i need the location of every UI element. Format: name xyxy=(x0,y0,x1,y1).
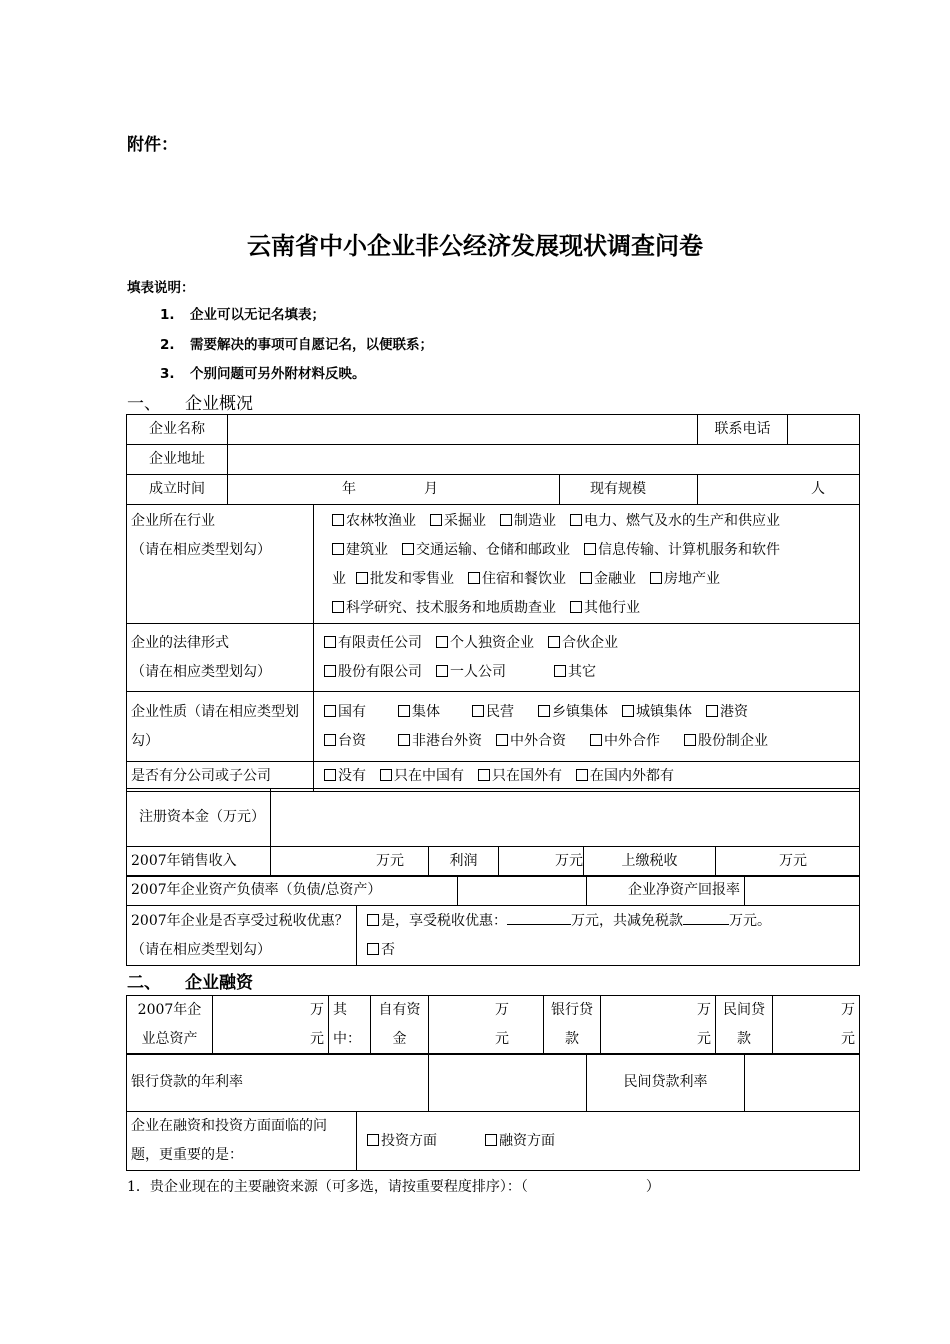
total-assets-label: 2007年企业总资产 xyxy=(127,996,213,1055)
bank-loan-input[interactable]: 万 元 xyxy=(601,996,716,1055)
own-funds-label: 自有资金 xyxy=(371,996,429,1055)
total-assets-input[interactable]: 万 元 xyxy=(213,996,329,1055)
nature-option[interactable]: 中外合作 xyxy=(590,727,660,756)
scale-input[interactable]: 人 xyxy=(698,475,860,505)
financing-table xyxy=(126,995,860,1055)
own-funds-input[interactable]: 万 元 xyxy=(429,996,544,1055)
bank-loan-label: 银行贷款 xyxy=(544,996,601,1055)
branch-option[interactable]: 在国内外都有 xyxy=(576,762,674,791)
industry-options: 农林牧渔业 采掘业 制造业 电力、燃气及水的生产和供应业 建筑业 交通运输、仓储和邮政业 信息传输、计算机服务和软件 业 批发和零售业 住宿和餐饮业 金融业 房地产业 科学研究、技术服务和地质勘查业 其他行业 xyxy=(314,505,860,624)
sales-input[interactable]: 万元 xyxy=(271,847,429,877)
legal-option[interactable]: 个人独资企业 xyxy=(436,629,534,658)
founded-input[interactable]: 年 月 xyxy=(228,475,560,505)
phone-label: 联系电话 xyxy=(698,415,788,445)
tax-preference-yes[interactable]: 是，享受税收优惠： 万元，共减免税款 万元。 xyxy=(367,907,855,936)
sales-label: 2007年销售收入 xyxy=(127,847,271,877)
industry-option[interactable]: 农林牧渔业 xyxy=(332,507,416,536)
industry-option[interactable]: 交通运输、仓储和邮政业 xyxy=(402,536,570,565)
industry-option[interactable]: 房地产业 xyxy=(650,565,720,594)
company-name-input[interactable] xyxy=(228,415,698,445)
industry-label: 企业所在行业 （请在相应类型划勾） xyxy=(127,505,314,624)
rates-table xyxy=(126,1053,860,1112)
debt-ratio-label: 2007年企业资产负债率（负债/总资产） xyxy=(127,876,458,906)
attachment-label: 附件： xyxy=(127,135,178,155)
branch-option[interactable]: 只在国外有 xyxy=(478,762,562,791)
phone-input[interactable] xyxy=(788,415,860,445)
nature-option[interactable]: 非港台外资 xyxy=(398,727,482,756)
nature-option[interactable]: 集体 xyxy=(398,698,440,727)
section-heading-financing: 二、 企业融资 xyxy=(127,973,253,993)
nature-option[interactable]: 台资 xyxy=(324,727,366,756)
industry-option[interactable]: 批发和零售业 xyxy=(356,565,454,594)
issue-option[interactable]: 投资方面 xyxy=(367,1127,437,1156)
branch-option[interactable]: 只在中国有 xyxy=(380,762,464,791)
tax-preference-no[interactable]: 否 xyxy=(367,936,855,965)
industry-option[interactable]: 住宿和餐饮业 xyxy=(468,565,566,594)
issue-options xyxy=(357,1112,860,1171)
private-loan-label: 民间贷款 xyxy=(716,996,773,1055)
branch-label: 是否有分公司或子公司 xyxy=(127,762,314,792)
roe-input[interactable] xyxy=(745,876,860,906)
nature-option[interactable]: 城镇集体 xyxy=(622,698,692,727)
nature-option[interactable]: 国有 xyxy=(324,698,366,727)
industry-option[interactable]: 采掘业 xyxy=(430,507,486,536)
industry-option[interactable]: 建筑业 xyxy=(332,536,388,565)
address-input[interactable] xyxy=(228,445,860,475)
legal-option[interactable]: 其它 xyxy=(554,658,596,687)
branch-options xyxy=(314,762,860,792)
company-name-label: 企业名称 xyxy=(127,415,228,445)
scale-label: 现有规模 xyxy=(560,475,698,505)
nature-option[interactable]: 股份制企业 xyxy=(684,727,768,756)
industry-option[interactable]: 金融业 xyxy=(580,565,636,594)
industry-option[interactable]: 科学研究、技术服务和地质勘查业 xyxy=(332,594,556,623)
nature-option[interactable]: 民营 xyxy=(472,698,514,727)
tax-preference-label: 2007年企业是否享受过税收优惠？（请在相应类型划勾） xyxy=(127,906,357,966)
bank-rate-label: 银行贷款的年利率 xyxy=(127,1054,429,1112)
note-item: 2. 需要解决的事项可自愿记名，以便联系； xyxy=(160,337,433,353)
financial-table xyxy=(126,788,860,877)
private-rate-input[interactable] xyxy=(745,1054,860,1112)
page-title: 云南省中小企业非公经济发展现状调查问卷 xyxy=(247,232,703,260)
nature-label: 企业性质（请在相应类型划勾） xyxy=(127,692,314,762)
debt-table xyxy=(126,875,860,906)
legal-form-options xyxy=(314,624,860,692)
tax-preference-table xyxy=(126,905,860,966)
industry-option[interactable]: 信息传输、计算机服务和软件 xyxy=(584,536,780,565)
tax-input[interactable]: 万元 xyxy=(716,847,860,877)
note-item: 1. 企业可以无记名填表； xyxy=(160,307,325,323)
founded-label: 成立时间 xyxy=(127,475,228,505)
among-label: 其中： xyxy=(329,996,371,1055)
industry-option[interactable]: 制造业 xyxy=(500,507,556,536)
bank-rate-input[interactable] xyxy=(429,1054,587,1112)
issue-label: 企业在融资和投资方面面临的问题，更重要的是： xyxy=(127,1112,357,1171)
address-label: 企业地址 xyxy=(127,445,228,475)
industry-option[interactable]: 其他行业 xyxy=(570,594,640,623)
question-1: 1．贵企业现在的主要融资来源（可多选，请按重要程度排序）：（ ） xyxy=(127,1179,660,1195)
tax-preference-options xyxy=(357,906,860,966)
section-heading-overview: 一、 企业概况 xyxy=(127,394,253,414)
legal-option[interactable]: 一人公司 xyxy=(436,658,506,687)
roe-label: 企业净资产回报率 xyxy=(587,876,745,906)
nature-option[interactable]: 港资 xyxy=(706,698,748,727)
legal-option[interactable]: 有限责任公司 xyxy=(324,629,422,658)
legal-option[interactable]: 股份有限公司 xyxy=(324,658,422,687)
debt-ratio-input[interactable] xyxy=(458,876,587,906)
nature-options xyxy=(314,692,860,762)
note-item: 3. 个别问题可另外附材料反映。 xyxy=(160,366,366,382)
profit-label: 利润 xyxy=(429,847,499,877)
legal-form-label: 企业的法律形式 （请在相应类型划勾） xyxy=(127,624,314,692)
nature-option[interactable]: 乡镇集体 xyxy=(538,698,608,727)
private-loan-input[interactable]: 万 元 xyxy=(773,996,860,1055)
branch-option[interactable]: 没有 xyxy=(324,762,366,791)
nature-option[interactable]: 中外合资 xyxy=(496,727,566,756)
private-rate-label: 民间贷款利率 xyxy=(587,1054,745,1112)
industry-option[interactable]: 电力、燃气及水的生产和供应业 xyxy=(570,507,780,536)
capital-input[interactable] xyxy=(271,789,860,847)
profit-input[interactable]: 万元 xyxy=(499,847,584,877)
legal-option[interactable]: 合伙企业 xyxy=(548,629,618,658)
notes-heading: 填表说明： xyxy=(127,280,195,296)
overview-table xyxy=(126,414,860,792)
capital-label: 注册资本金（万元） xyxy=(127,789,271,847)
issue-table xyxy=(126,1111,860,1171)
tax-label: 上缴税收 xyxy=(584,847,716,877)
issue-option[interactable]: 融资方面 xyxy=(485,1127,555,1156)
